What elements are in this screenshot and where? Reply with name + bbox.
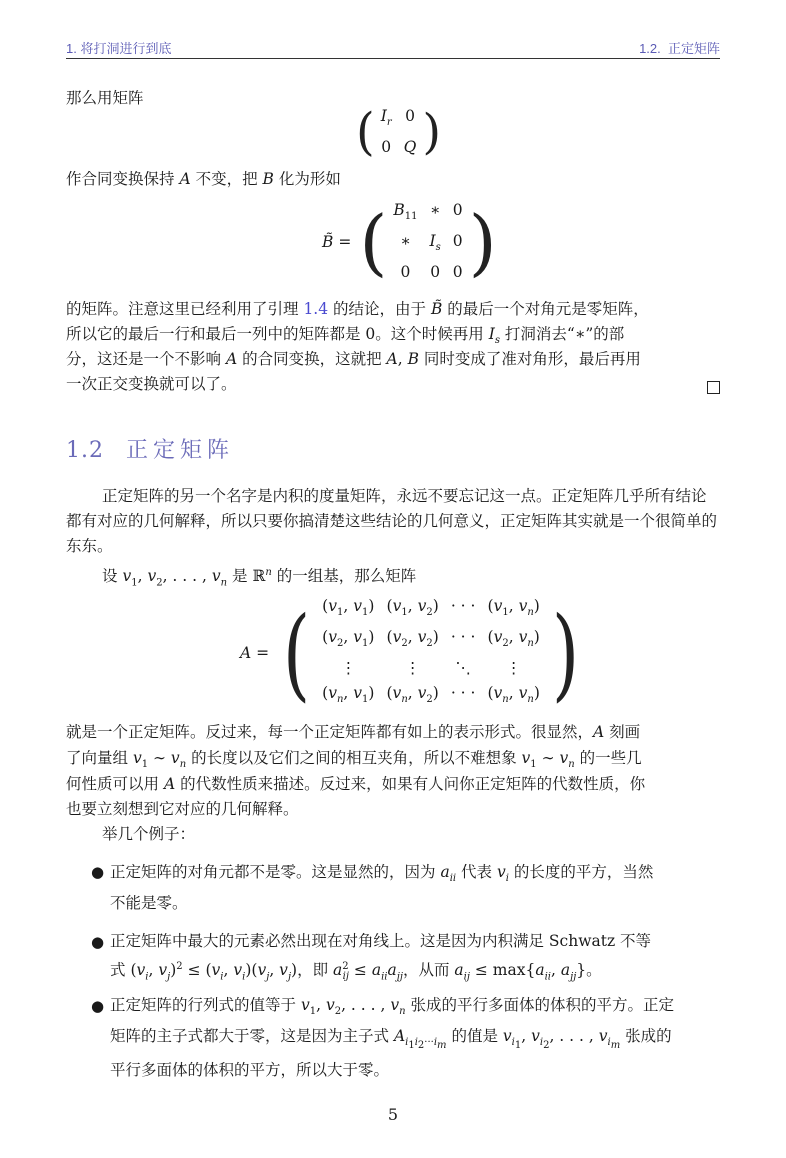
paragraph-geometry-line3: 何性质可以用 A 的代数性质来描述。反过来，如果有人问你正定矩阵的代数性质，你 [66, 775, 646, 793]
paragraph-examples: 举几个例子： [102, 825, 196, 843]
paragraph-proof-line4: 一次正交变换就可以了。 [66, 375, 237, 393]
lemma-link[interactable]: 1.4 [303, 300, 329, 318]
paragraph-proof-line1: 的矩阵。注意这里已经利用了引理 1.4 的结论，由于 B̃ 的最后一个对角元是零矩阵， [66, 300, 649, 318]
paragraph-congruence: 作合同变换保持 A 不变，把 B 化为形如 [66, 170, 341, 188]
section-number: 1.2 [66, 438, 104, 463]
gram-matrix: A = ( ($v_1$, $v_1$) ($v_1$, $v_2$) · · · ($v_1$, $v_n$) ($v_2$, $v_1$) ($v_2$, $v_2$) · · · ($v_2$, $v_n$) ⋮ ⋮ ⋱ ⋮ ($v_n$, $v_1$) ($v_n$, $v_2$) · · · ($v_n$, $v_n$) ) [240, 594, 580, 712]
header-section: 1.2. 正定矩阵 [639, 41, 720, 56]
section-heading [66, 433, 234, 464]
qed-square-icon [707, 381, 720, 394]
bullet-icon: ● [91, 997, 105, 1015]
bullet-icon: ● [91, 933, 105, 951]
list-item: 正定矩阵的对角元都不是零。这是显然的，因为 $a_{ii}$ 代表 $v_i$ 的长度的平方，当然 不能是零。 [110, 863, 654, 913]
section-title: 正定矩阵 [126, 438, 235, 463]
paragraph-basis: 设 $v_1$, $v_2$, . . . , $v_n$ 是 ℝ$^n$ 的一组基，那么矩阵 [102, 567, 417, 589]
page-number: 5 [387, 1105, 399, 1124]
paragraph-intro: 那么用矩阵 [66, 89, 144, 107]
paragraph-geometry-line2: 了向量组 $v_1$ ∼ $v_n$ 的长度以及它们之间的相互夹角，所以不难想象 $v_1$ ∼ $v_n$ 的一些几 [66, 749, 642, 771]
list-item: 正定矩阵的行列式的值等于 $v_1$, $v_2$, . . . , $v_n$ 张成的平行多面体的体积的平方。正定 矩阵的主子式都大于零，这是因为主子式 $A_{i_1i_2\cdot\cdot\cdot i_m}$ 的值是 $v_{i_1}$, $v_{i_2}$, . . . , $v_{i_m}$ 张成的 平行多面体的体积的平方，所以大于零。 [110, 996, 675, 1080]
bullet-icon: ● [91, 863, 105, 881]
matrix-block-diag: ( $I_r$ 0 0 Q ) [356, 102, 442, 162]
paragraph-positive-definite: 正定矩阵的另一个名字是内积的度量矩阵，永远不要忘记这一点。正定矩阵几乎所有结论都有对应的几何解释，所以只要你搞清楚这些结论的几何意义，正定矩阵其实就是一个很简单的东东。 [66, 487, 718, 555]
paragraph-geometry-line4: 也要立刻想到它对应的几何解释。 [66, 800, 299, 818]
paragraph-proof-line3: 分，这还是一个不影响 A 的合同变换，这就把 A, B 同时变成了准对角形，最后再用 [66, 350, 641, 368]
header-chapter: 1. 将打洞进行到底 [66, 41, 172, 56]
paragraph-geometry-line1: 就是一个正定矩阵。反过来，每一个正定矩阵都有如上的表示形式。很显然，A 刻画 [66, 723, 641, 741]
list-item: 正定矩阵中最大的元素必然出现在对角线上。这是因为内积满足 Schwatz 不等 式 ($v_i$, $v_j)^2 \le (v_i$, $v_i)(v_j$, $v_j$)，即 $a^2_{ij} \le a_{ii}a_{jj}$，从而 $a_{ij} \le \max\{a_{ii}$, $a_{jj}$}。 [110, 932, 652, 983]
paragraph-proof-line2: 所以它的最后一行和最后一列中的矩阵都是 0。这个时候再用 $I_s$ 打洞消去“∗”的部 [66, 325, 625, 347]
matrix-b-tilde: B̃ = ( $B_{11}$ ∗ 0 ∗ $I_s$ 0 0 0 0 ) [322, 199, 497, 284]
running-header [66, 36, 720, 59]
